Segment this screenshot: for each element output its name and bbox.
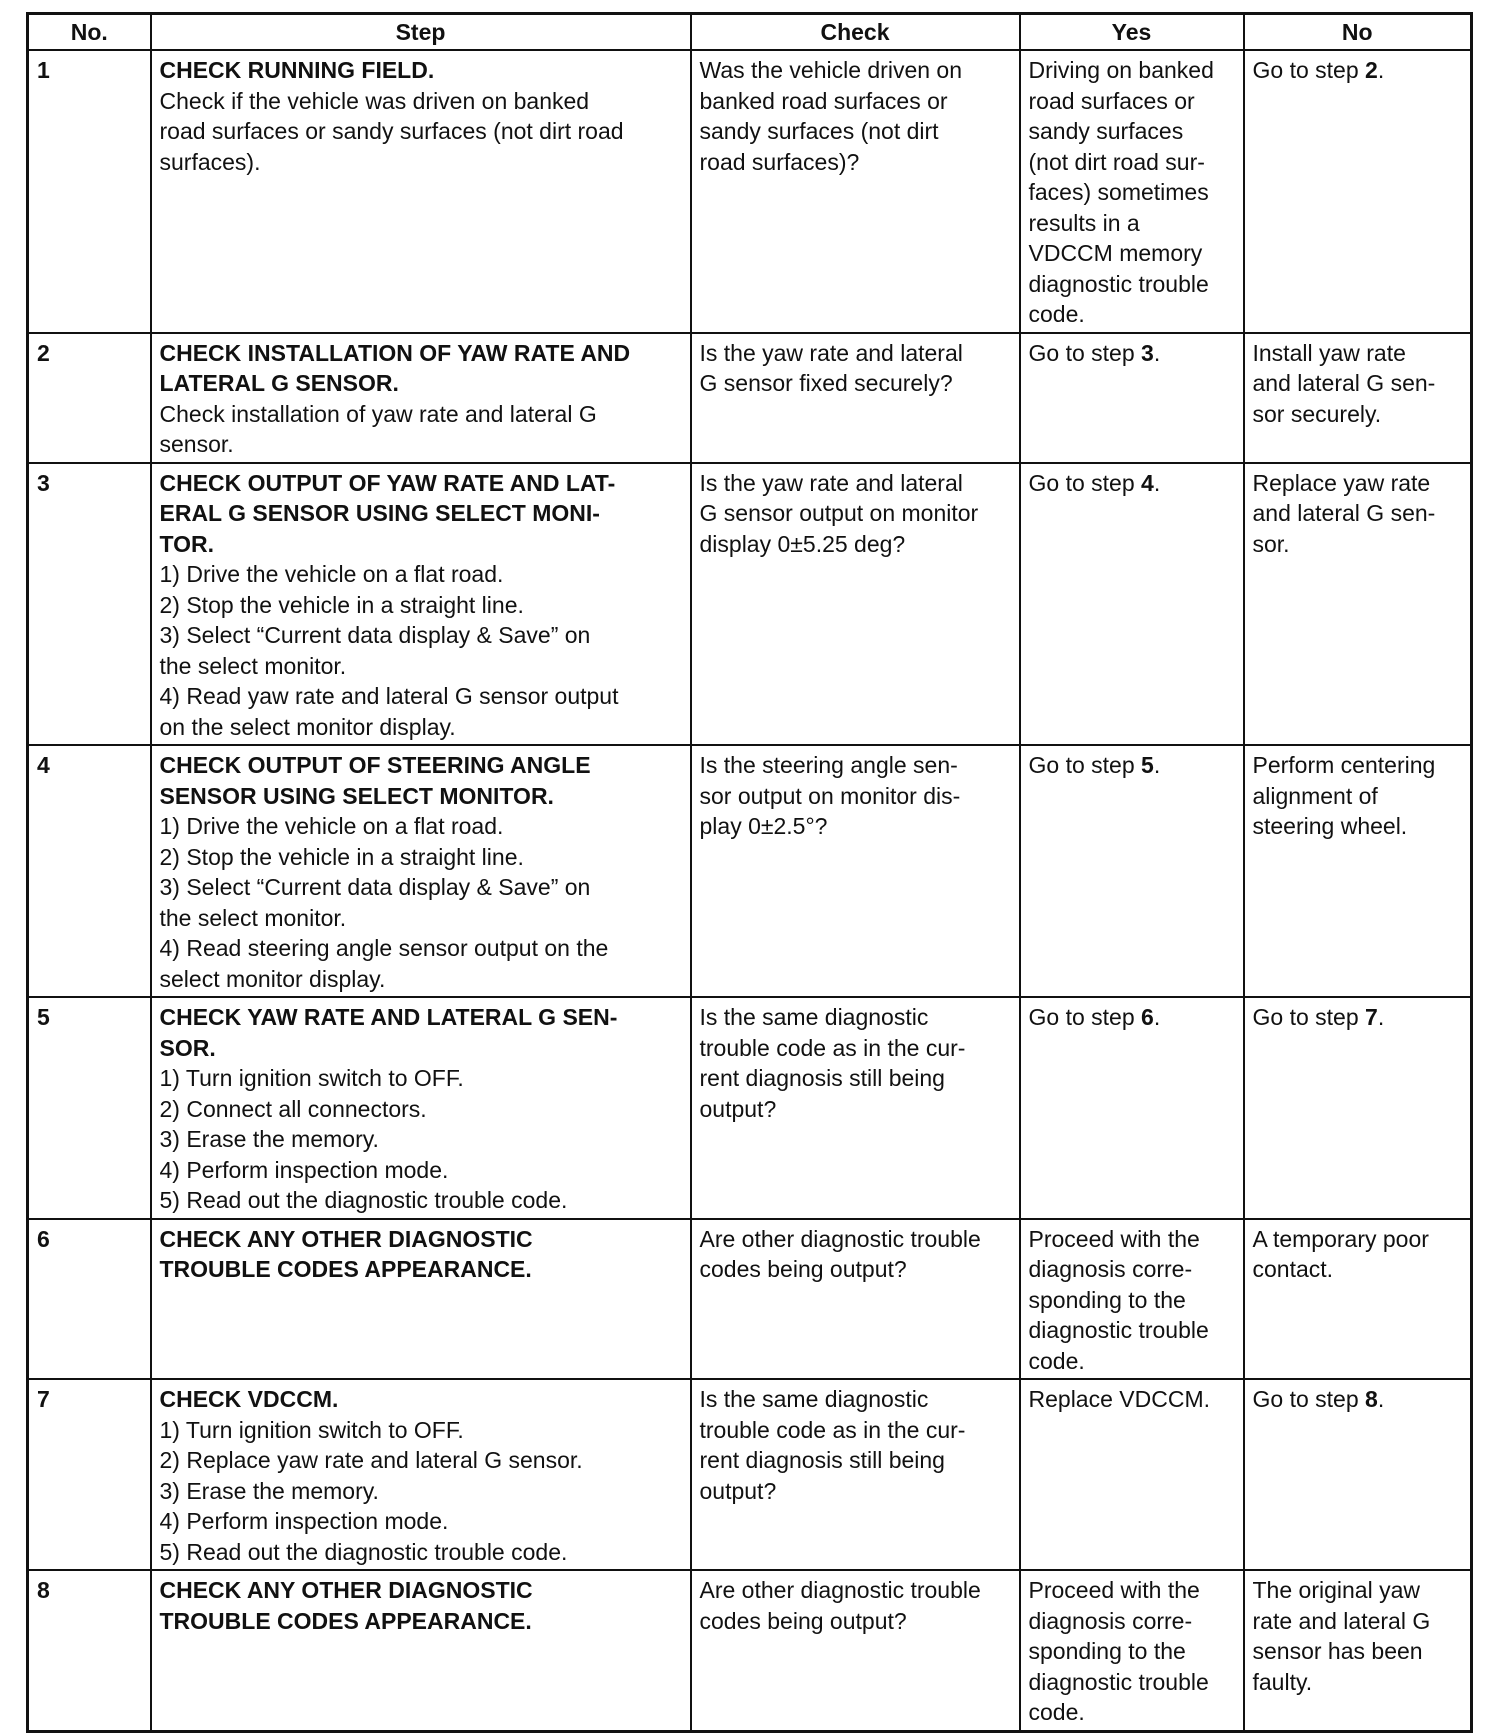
header-row	[28, 14, 1472, 51]
go-to-step-number: 2	[1365, 57, 1378, 83]
text-line: Check installation of yaw rate and lateral G	[159, 400, 597, 427]
check-cell	[691, 50, 1020, 333]
step-title-line: CHECK RUNNING FIELD.	[159, 57, 435, 83]
text-line: 1) Turn ignition switch to OFF.	[159, 1065, 464, 1091]
table-row	[28, 333, 1472, 463]
text-line: G sensor output on monitor	[699, 500, 979, 526]
text-line: Perform centering	[1252, 752, 1436, 778]
text-line: 5) Read out the diagnostic trouble code.	[159, 1187, 568, 1213]
check-cell	[691, 1570, 1020, 1731]
text-line: output?	[699, 1477, 777, 1504]
text-line: and lateral G sen-	[1252, 500, 1436, 526]
text-line: road surfaces or sandy surfaces (not dirt road	[159, 118, 624, 144]
text-line: 2) Stop the vehicle in a straight line.	[159, 843, 524, 870]
step-title-line: CHECK INSTALLATION OF YAW RATE AND	[159, 339, 631, 366]
table-row	[28, 463, 1472, 746]
text-line: output?	[699, 1095, 777, 1122]
no-cell	[1244, 1570, 1472, 1731]
go-to-suffix: .	[1153, 752, 1161, 778]
yes-cell	[1020, 997, 1244, 1219]
step-cell	[151, 745, 691, 997]
go-to-step	[1029, 468, 1235, 499]
text-line: 3) Select “Current data display & Save” on	[159, 622, 591, 648]
text-line: surfaces).	[159, 148, 261, 175]
text-line: diagnostic trouble	[1028, 1317, 1209, 1343]
text-line: play 0±2.5°?	[699, 813, 828, 839]
text-line: Is the steering angle sen-	[699, 752, 958, 778]
yes-cell	[1020, 745, 1244, 997]
no-cell	[1244, 50, 1472, 333]
no-cell	[1244, 745, 1472, 997]
text-line: Replace yaw rate	[1252, 469, 1431, 496]
step-cell	[151, 333, 691, 463]
text-line: Proceed with the	[1028, 1577, 1200, 1603]
text-line: banked road surfaces or	[699, 87, 948, 114]
step-number: 7	[28, 1379, 151, 1570]
step-title-line: TROUBLE CODES APPEARANCE.	[159, 1256, 532, 1282]
table-row	[28, 1570, 1472, 1731]
step-number: 8	[28, 1570, 151, 1731]
go-to-label: Go to step	[1252, 57, 1366, 83]
no-cell	[1244, 1379, 1472, 1570]
check-cell	[691, 463, 1020, 746]
go-to-step-number: 4	[1141, 469, 1154, 496]
text-line: the select monitor.	[159, 652, 347, 679]
text-line: steering wheel.	[1252, 813, 1408, 839]
go-to-suffix: .	[1153, 469, 1161, 496]
text-line: 4) Read yaw rate and lateral G sensor output	[159, 683, 619, 709]
text-line: sensor has been	[1252, 1638, 1423, 1664]
no-cell	[1244, 333, 1472, 463]
header-yes: Yes	[1020, 14, 1244, 51]
step-title-line: CHECK VDCCM.	[159, 1386, 339, 1412]
header-no: No.	[28, 14, 151, 51]
step-title-line: CHECK YAW RATE AND LATERAL G SEN-	[159, 1004, 618, 1030]
go-to-step	[1253, 55, 1463, 86]
text-line: and lateral G sen-	[1252, 370, 1436, 396]
check-cell	[691, 1219, 1020, 1380]
go-to-step-number: 5	[1141, 752, 1154, 778]
step-cell	[151, 997, 691, 1219]
go-to-suffix: .	[1153, 1004, 1161, 1030]
step-number: 5	[28, 997, 151, 1219]
text-line: diagnosis corre-	[1028, 1256, 1193, 1282]
text-line: Is the yaw rate and lateral	[699, 469, 963, 496]
step-cell	[151, 1570, 691, 1731]
text-line: sandy surfaces	[1028, 118, 1184, 144]
step-cell	[151, 463, 691, 746]
yes-cell	[1020, 463, 1244, 746]
step-number: 4	[28, 745, 151, 997]
text-line: code.	[1028, 1347, 1085, 1374]
text-line: results in a	[1028, 209, 1140, 236]
go-to-step	[1029, 1002, 1235, 1033]
text-line: Driving on banked	[1028, 57, 1214, 83]
text-line: 4) Perform inspection mode.	[159, 1508, 449, 1534]
text-line: Was the vehicle driven on	[699, 57, 963, 83]
text-line: faulty.	[1252, 1668, 1313, 1695]
check-cell	[691, 997, 1020, 1219]
text-line: 5) Read out the diagnostic trouble code.	[159, 1538, 568, 1565]
check-cell	[691, 1379, 1020, 1570]
step-title-line: LATERAL G SENSOR.	[159, 370, 399, 396]
text-line: A temporary poor	[1252, 1225, 1429, 1252]
table-row	[28, 1379, 1472, 1570]
text-line: 3) Select “Current data display & Save” on	[159, 874, 591, 900]
text-line: Is the same diagnostic	[699, 1004, 929, 1030]
yes-cell	[1020, 1379, 1244, 1570]
step-title-line: CHECK ANY OTHER DIAGNOSTIC	[159, 1225, 533, 1252]
go-to-step-number: 7	[1365, 1004, 1378, 1030]
no-cell	[1244, 1219, 1472, 1380]
step-title-line: ERAL G SENSOR USING SELECT MONI-	[159, 500, 600, 526]
text-line: Are other diagnostic trouble	[699, 1225, 981, 1252]
text-line: alignment of	[1252, 782, 1378, 809]
yes-cell	[1020, 333, 1244, 463]
text-line: 1) Turn ignition switch to OFF.	[159, 1416, 464, 1443]
diagnostic-procedure-table	[26, 12, 1473, 1733]
text-line: contact.	[1252, 1256, 1334, 1282]
text-line: trouble code as in the cur-	[699, 1416, 966, 1443]
text-line: (not dirt road sur-	[1028, 148, 1205, 175]
text-line: road surfaces or	[1028, 87, 1195, 114]
text-line: 1) Drive the vehicle on a flat road.	[159, 813, 504, 839]
text-line: sponding to the	[1028, 1286, 1186, 1313]
text-line: Check if the vehicle was driven on banked	[159, 87, 590, 114]
go-to-step-number: 3	[1141, 339, 1154, 366]
header-no-result: No	[1244, 14, 1472, 51]
go-to-step	[1253, 1002, 1463, 1033]
step-title-line: TOR.	[159, 530, 215, 557]
header-check: Check	[691, 14, 1020, 51]
text-line: sor securely.	[1252, 400, 1382, 427]
text-line: The original yaw	[1252, 1577, 1420, 1603]
no-cell	[1244, 463, 1472, 746]
go-to-label: Go to step	[1028, 1004, 1142, 1030]
yes-cell	[1020, 50, 1244, 333]
no-cell	[1244, 997, 1472, 1219]
go-to-suffix: .	[1377, 1386, 1385, 1412]
text-line: diagnostic trouble	[1028, 1668, 1209, 1695]
text-line: VDCCM memory	[1028, 240, 1203, 266]
step-number: 6	[28, 1219, 151, 1380]
text-line: 4) Read steering angle sensor output on the	[159, 935, 609, 961]
table-body	[28, 50, 1472, 1731]
go-to-suffix: .	[1377, 57, 1385, 83]
step-number: 3	[28, 463, 151, 746]
text-line: diagnosis corre-	[1028, 1607, 1193, 1634]
step-number: 2	[28, 333, 151, 463]
text-line: code.	[1028, 1699, 1085, 1725]
text-line: display 0±5.25 deg?	[699, 530, 906, 557]
text-line: 3) Erase the memory.	[159, 1477, 379, 1504]
step-title-line: TROUBLE CODES APPEARANCE.	[159, 1607, 532, 1634]
step-title-line: CHECK OUTPUT OF YAW RATE AND LAT-	[159, 469, 616, 496]
yes-cell	[1020, 1219, 1244, 1380]
table-row	[28, 50, 1472, 333]
step-number: 1	[28, 50, 151, 333]
text-line: road surfaces)?	[699, 148, 860, 175]
header-step: Step	[151, 14, 691, 51]
step-title-line: CHECK OUTPUT OF STEERING ANGLE	[159, 752, 591, 778]
go-to-label: Go to step	[1252, 1004, 1366, 1030]
text-line: Proceed with the	[1028, 1225, 1200, 1252]
go-to-step	[1029, 750, 1235, 781]
text-line: trouble code as in the cur-	[699, 1034, 966, 1061]
text-line: sor.	[1252, 530, 1290, 557]
go-to-step	[1029, 338, 1235, 369]
step-title-line: CHECK ANY OTHER DIAGNOSTIC	[159, 1577, 533, 1603]
table-row	[28, 745, 1472, 997]
go-to-step-number: 6	[1141, 1004, 1154, 1030]
go-to-suffix: .	[1377, 1004, 1385, 1030]
text-line: codes being output?	[699, 1256, 907, 1282]
step-cell	[151, 50, 691, 333]
table-row	[28, 997, 1472, 1219]
text-line: 1) Drive the vehicle on a flat road.	[159, 561, 504, 587]
step-cell	[151, 1379, 691, 1570]
go-to-suffix: .	[1153, 339, 1161, 366]
go-to-step	[1253, 1384, 1463, 1415]
yes-cell	[1020, 1570, 1244, 1731]
step-title-line: SENSOR USING SELECT MONITOR.	[159, 782, 554, 809]
text-line: select monitor display.	[159, 965, 386, 992]
text-line: 2) Stop the vehicle in a straight line.	[159, 591, 524, 618]
step-cell	[151, 1219, 691, 1380]
text-line: G sensor fixed securely?	[699, 370, 953, 396]
text-line: diagnostic trouble	[1028, 270, 1209, 297]
text-line: Are other diagnostic trouble	[699, 1577, 981, 1603]
step-title-line: SOR.	[159, 1034, 216, 1061]
text-line: sponding to the	[1028, 1638, 1186, 1664]
text-line: Is the yaw rate and lateral	[699, 339, 963, 366]
text-line: 2) Replace yaw rate and lateral G sensor.	[159, 1447, 583, 1473]
text-line: sor output on monitor dis-	[699, 782, 961, 809]
go-to-label: Go to step	[1028, 469, 1142, 496]
text-line: code.	[1028, 301, 1085, 327]
text-line: 3) Erase the memory.	[159, 1126, 379, 1152]
text-line: 2) Connect all connectors.	[159, 1095, 427, 1122]
go-to-label: Go to step	[1252, 1386, 1366, 1412]
text-line: sensor.	[159, 431, 234, 457]
text-line: Replace VDCCM.	[1028, 1386, 1210, 1412]
text-line: on the select monitor display.	[159, 713, 456, 740]
go-to-step-number: 8	[1365, 1386, 1378, 1412]
table-row	[28, 1219, 1472, 1380]
text-line: rate and lateral G	[1252, 1607, 1431, 1634]
text-line: Is the same diagnostic	[699, 1386, 929, 1412]
text-line: rent diagnosis still being	[699, 1447, 945, 1473]
text-line: sandy surfaces (not dirt	[699, 118, 939, 144]
text-line: rent diagnosis still being	[699, 1065, 945, 1091]
check-cell	[691, 333, 1020, 463]
go-to-label: Go to step	[1028, 339, 1142, 366]
check-cell	[691, 745, 1020, 997]
text-line: the select monitor.	[159, 904, 347, 931]
text-line: faces) sometimes	[1028, 179, 1209, 205]
text-line: codes being output?	[699, 1607, 907, 1634]
text-line: 4) Perform inspection mode.	[159, 1156, 449, 1183]
text-line: Install yaw rate	[1252, 339, 1406, 366]
go-to-label: Go to step	[1028, 752, 1142, 778]
